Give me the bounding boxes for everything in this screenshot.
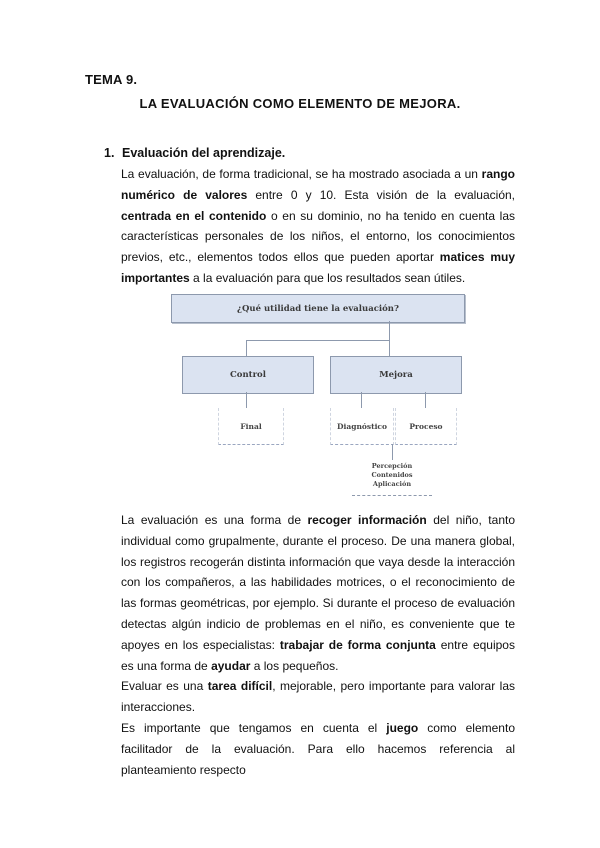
bold-run: rango numérico de valores (121, 167, 515, 202)
bold-run: juego (386, 721, 419, 735)
text-run: del niño, tanto individual como grupalmente, durante el proceso. De una manera global, los registros recogerán distinta información que vaya desde la interacción con los compañeros, a las habilidades motrices, o el reconocimiento de las formas geométricas, por ejemplo. Si durante el proceso de evaluación detectas algún indicio de problemas en el niño, es conveniente que te apoyes en los especialistas: (121, 513, 515, 652)
text-run: o en su dominio, no ha tenido en cuenta las características personales de los niños, el entorno, los conocimientos previos, etc., elementos todos ellos que pueden aportar (121, 208, 516, 265)
bold-run: trabajar de forma conjunta (279, 637, 436, 652)
text-run: Evaluar es una (121, 679, 208, 693)
connector-line (392, 444, 393, 460)
text-run: , mejorable, pero importante para valorar las interacciones. (121, 679, 516, 714)
paragraph-2 (121, 510, 515, 676)
sub-item: Contenidos (371, 471, 413, 479)
text-run: a la evaluación para que los resultados sean útiles. (189, 270, 466, 285)
connector-line (246, 340, 390, 341)
diagram-root-node: ¿Qué utilidad tiene la evaluación? (171, 294, 465, 323)
bold-run: matices muy importantes (121, 250, 515, 285)
sub-item: Percepción (371, 462, 413, 470)
section-number: 1. (104, 146, 115, 160)
diagram-diagnostico-node: Diagnóstico (330, 408, 394, 445)
paragraph-1 (121, 164, 515, 289)
connector-line (389, 321, 390, 340)
text-run: Es importante que tengamos en cuenta el (121, 721, 387, 735)
paragraph-3 (121, 676, 515, 718)
connector-line (425, 392, 426, 408)
paragraph-4 (121, 718, 515, 780)
bold-run: recoger información (307, 513, 427, 527)
text-run: entre 0 y 10. Esta visión de la evaluación, (247, 187, 515, 202)
page-title: LA EVALUACIÓN COMO ELEMENTO DE MEJORA. (139, 96, 461, 111)
text-run: entre equipos es una forma de (121, 637, 515, 673)
diagram-mejora-node: Mejora (330, 356, 462, 394)
text-run: La evaluación, de forma tradicional, se ha mostrado asociada a un (121, 167, 482, 181)
text-run: a los pequeños. (250, 658, 339, 673)
section-heading (104, 146, 285, 160)
connector-line (246, 392, 247, 408)
diagram-control-node: Control (182, 356, 314, 394)
connector-line (246, 340, 247, 356)
connector-line (361, 392, 362, 408)
text-run: La evaluación es una forma de (121, 513, 308, 527)
connector-line (389, 340, 390, 356)
diagram-sub-list (352, 462, 432, 496)
tema-label: TEMA 9. (85, 72, 138, 87)
diagram-final-node: Final (218, 408, 284, 445)
bold-run: tarea difícil (207, 679, 273, 693)
bold-run: centrada en el contenido (121, 208, 267, 223)
text-run: como elemento facilitador de la evaluación. Para ello hacemos referencia al planteamiento respecto (121, 721, 515, 777)
bold-run: ayudar (211, 658, 251, 673)
section-title: Evaluación del aprendizaje. (122, 146, 286, 160)
sub-item: Aplicación (372, 480, 412, 488)
diagram-proceso-node: Proceso (395, 408, 457, 445)
